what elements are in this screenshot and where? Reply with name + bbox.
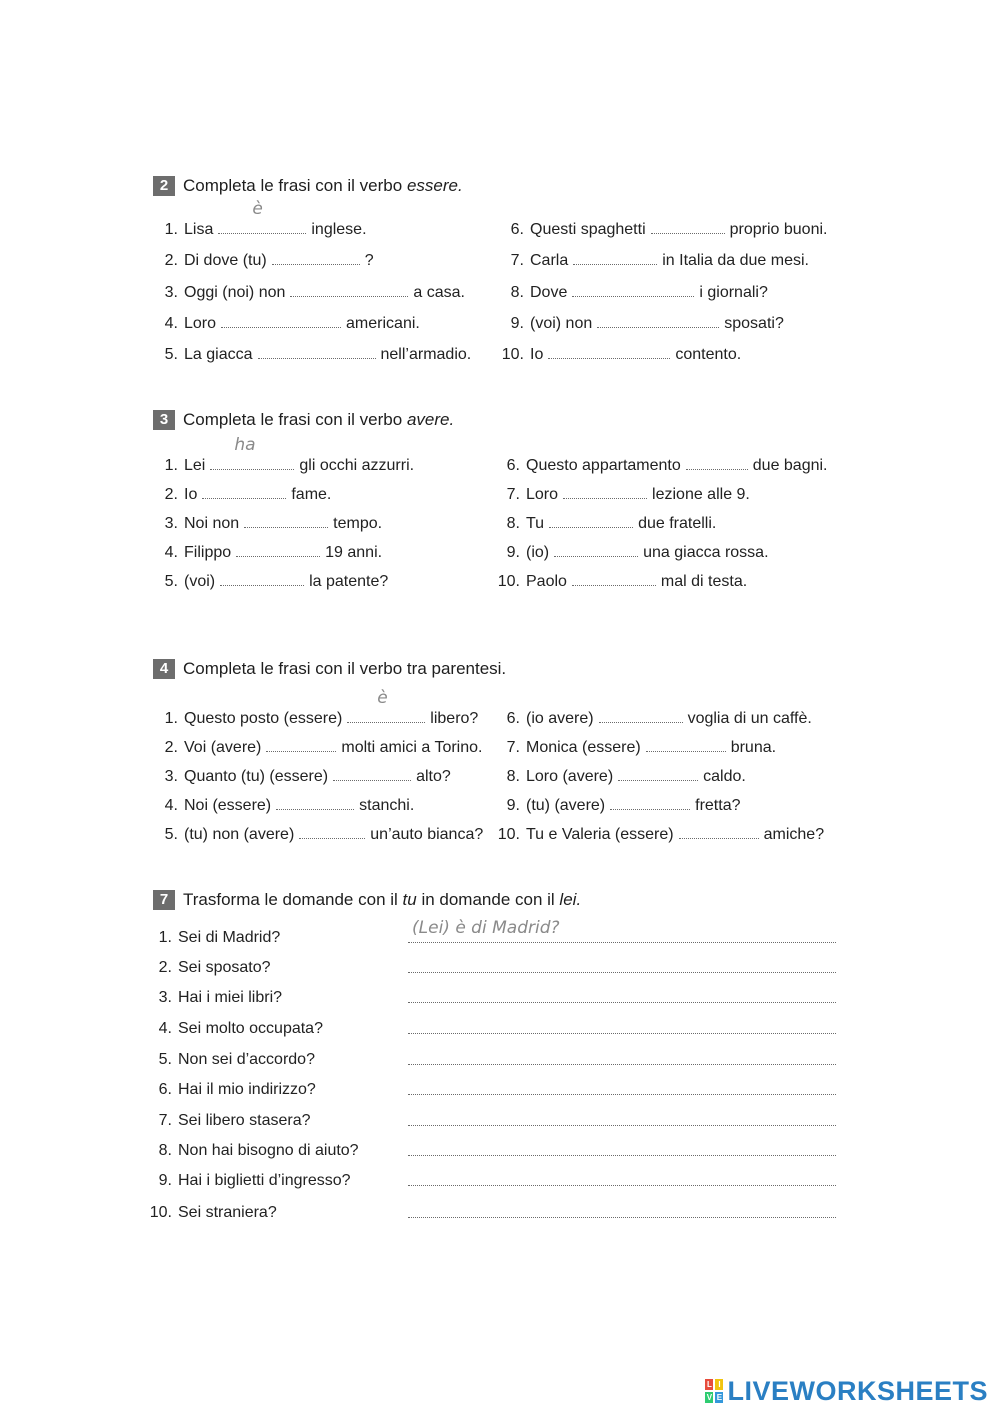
section-number: 3	[153, 410, 175, 430]
exercise-item: 10. Io contento.	[501, 346, 742, 363]
exercise-item: 3. Quanto (tu) (essere) alto?	[164, 768, 451, 785]
exercise-item: 4. Loro americani.	[164, 315, 420, 332]
section-number: 4	[153, 659, 175, 679]
exercise-item: 8. Tu due fratelli.	[506, 515, 717, 532]
exercise-item: 3. Oggi (noi) non a casa.	[164, 284, 465, 301]
exercise-item: 4. Noi (essere) stanchi.	[164, 797, 415, 814]
question-item: 2. Sei sposato?	[158, 959, 271, 976]
answer-line[interactable]	[408, 1124, 836, 1126]
answer-blank[interactable]	[610, 795, 690, 810]
liveworksheets-logo	[705, 1376, 988, 1406]
answer-blank[interactable]	[651, 219, 725, 234]
answer-blank[interactable]	[299, 824, 365, 839]
exercise-item: 10. Tu e Valeria (essere) amiche?	[497, 826, 825, 843]
exercise-item: 7. Monica (essere) bruna.	[506, 739, 777, 756]
answer-blank[interactable]	[597, 313, 719, 328]
section-4-title: 4 Completa le frasi con il verbo tra parentesi.	[153, 657, 506, 681]
exercise-item: 7. Carla in Italia da due mesi.	[510, 252, 809, 269]
exercise-item: 8. Loro (avere) caldo.	[506, 768, 746, 785]
answer-line[interactable]	[408, 1093, 836, 1095]
answer-blank[interactable]	[554, 542, 638, 557]
answer-blank[interactable]	[218, 199, 306, 234]
question-item: 9. Hai i biglietti d’ingresso?	[158, 1172, 351, 1189]
question-item: 3. Hai i miei libri?	[158, 989, 283, 1006]
answer-blank[interactable]	[244, 513, 328, 528]
exercise-item: 2. Io fame.	[164, 486, 332, 503]
answer-blank[interactable]	[202, 484, 286, 499]
section-2-title: 2 Completa le frasi con il verbo essere.	[153, 174, 463, 198]
answer-blank[interactable]	[646, 737, 726, 752]
answer-blank[interactable]	[573, 250, 657, 265]
answer-line[interactable]	[408, 1184, 836, 1186]
logo-text: LIVEWORKSHEETS	[727, 1375, 988, 1406]
exercise-item: 7. Loro lezione alle 9.	[506, 486, 750, 503]
answer-line[interactable]	[408, 941, 836, 943]
exercise-item: 1. Questo posto (essere) è libero?	[164, 688, 479, 727]
question-item: 8. Non hai bisogno di aiuto?	[158, 1142, 359, 1159]
exercise-item: 6. Questo appartamento due bagni.	[506, 457, 828, 474]
answer-blank[interactable]	[258, 344, 376, 359]
handwritten-answer: è	[377, 688, 388, 708]
exercise-item: 4. Filippo 19 anni.	[164, 544, 383, 561]
answer-blank[interactable]	[599, 708, 683, 723]
exercise-item: 2. Di dove (tu) ?	[164, 252, 374, 269]
section-number: 2	[153, 176, 175, 196]
answer-blank[interactable]	[563, 484, 647, 499]
answer-blank[interactable]	[266, 737, 336, 752]
answer-line[interactable]	[408, 1154, 836, 1156]
handwritten-answer: è	[252, 199, 263, 219]
handwritten-answer: ha	[234, 435, 256, 455]
section-3-title: 3 Completa le frasi con il verbo avere.	[153, 408, 454, 432]
answer-blank[interactable]	[686, 455, 748, 470]
exercise-item: 5. (tu) non (avere) un’auto bianca?	[164, 826, 484, 843]
exercise-item: 2. Voi (avere) molti amici a Torino.	[164, 739, 483, 756]
question-item: 7. Sei libero stasera?	[158, 1112, 311, 1129]
answer-blank[interactable]	[290, 282, 408, 297]
exercise-item: 6. (io avere) voglia di un caffè.	[506, 710, 812, 727]
answer-blank[interactable]	[221, 313, 341, 328]
answer-blank[interactable]	[210, 435, 294, 470]
answer-blank[interactable]	[572, 282, 694, 297]
section-number: 7	[153, 890, 175, 910]
answer-blank[interactable]	[220, 571, 304, 586]
exercise-item: 3. Noi non tempo.	[164, 515, 383, 532]
answer-blank[interactable]	[272, 250, 360, 265]
answer-blank[interactable]	[572, 571, 656, 586]
exercise-item: 1. Lei ha gli occhi azzurri.	[164, 435, 415, 474]
question-item: 10. Sei straniera?	[149, 1204, 277, 1221]
answer-line[interactable]	[408, 1032, 836, 1034]
answer-blank[interactable]	[549, 513, 633, 528]
exercise-item: 5. (voi) la patente?	[164, 573, 389, 590]
question-item: 5. Non sei d’accordo?	[158, 1051, 315, 1068]
answer-line[interactable]	[408, 1001, 836, 1003]
answer-blank[interactable]	[347, 688, 425, 723]
exercise-item: 9. (voi) non sposati?	[510, 315, 784, 332]
handwritten-answer: (Lei) è di Madrid?	[412, 918, 560, 938]
exercise-item: 9. (io) una giacca rossa.	[506, 544, 769, 561]
answer-line[interactable]	[408, 1063, 836, 1065]
section-7-title: 7 Trasforma le domande con il tu in domande con il lei.	[153, 888, 581, 912]
question-item: 4. Sei molto occupata?	[158, 1020, 323, 1037]
answer-blank[interactable]	[618, 766, 698, 781]
exercise-item: 1. Lisa è inglese.	[164, 199, 367, 238]
question-item: 6. Hai il mio indirizzo?	[158, 1081, 316, 1098]
answer-blank[interactable]	[548, 344, 670, 359]
answer-blank[interactable]	[679, 824, 759, 839]
exercise-item: 9. (tu) (avere) fretta?	[506, 797, 741, 814]
exercise-item: 5. La giacca nell’armadio.	[164, 346, 472, 363]
question-item: 1. Sei di Madrid?	[158, 929, 281, 946]
answer-blank[interactable]	[236, 542, 320, 557]
answer-blank[interactable]	[333, 766, 411, 781]
answer-blank[interactable]	[276, 795, 354, 810]
exercise-item: 6. Questi spaghetti proprio buoni.	[510, 221, 828, 238]
exercise-item: 8. Dove i giornali?	[510, 284, 768, 301]
answer-line[interactable]	[408, 971, 836, 973]
logo-icon: L I V E	[706, 1380, 723, 1402]
answer-line[interactable]	[408, 1216, 836, 1218]
exercise-item: 10. Paolo mal di testa.	[497, 573, 748, 590]
